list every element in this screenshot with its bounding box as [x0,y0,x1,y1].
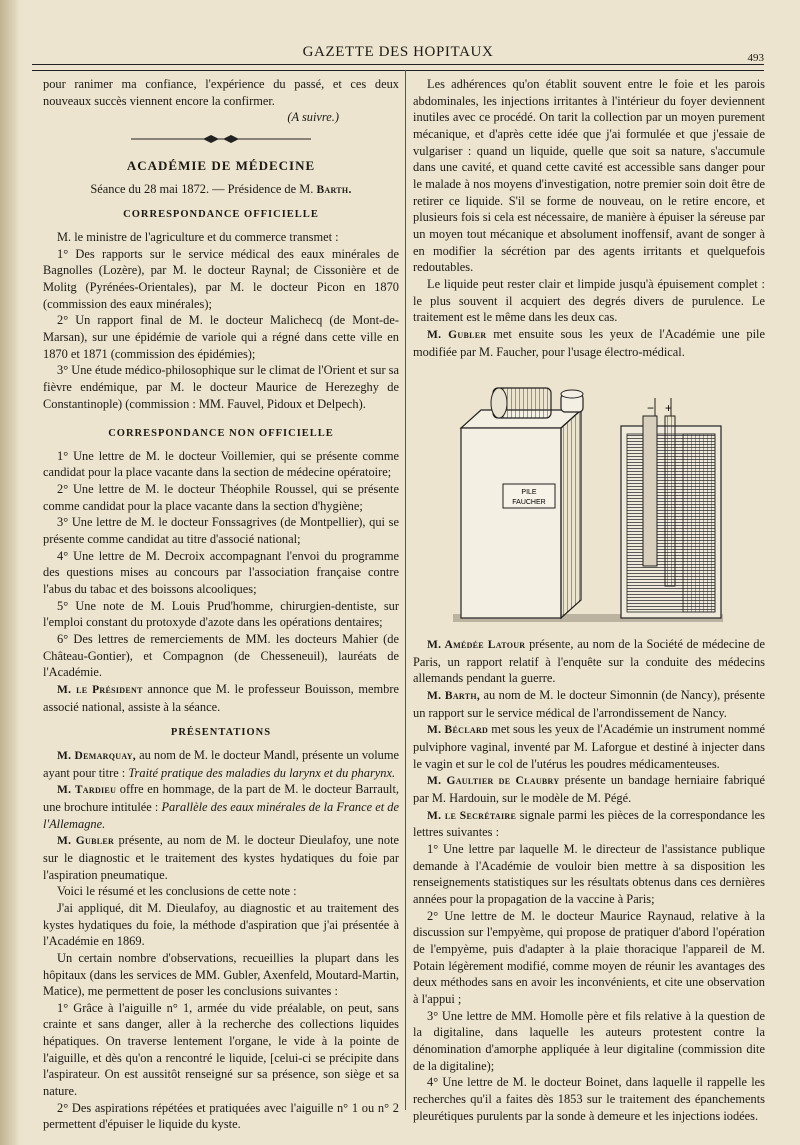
demarquay-paragraph [43,747,399,781]
intro-paragraph: pour ranimer ma confiance, l'expérience du passé, et ces deux nouveaux succès viennent encore la confirmer. [43,77,399,108]
left-column [43,76,399,1133]
figure-label-pile: PILE [521,489,537,497]
list-item: 1° Une lettre de M. le docteur Voillemier, qui se présente comme candidat pour la place vacante dans la section de médecine opératoire; [43,448,399,480]
summary-paragraph: J'ai appliqué, dit M. Dieulafoy, au diagnostic et au traitement des kystes hydatiques du foie, la méthode d'aspiration que j'ai présentée à l'Académie en 1869. [43,900,399,949]
speaker-name: M. Gubler [57,835,115,848]
summary-paragraph: Un certain nombre d'observations, recueillies la plupart dans les hôpitaux (dans les services de MM. Gubler, Axenfeld, Moutard-Martin, Matice), me permettent de poser les conclusions suivantes : [43,950,399,999]
summary-intro: Voici le résumé et les conclusions de cette note : [57,884,297,899]
list-item: 4° Une lettre de M. Decroix accompagnant l'envoi du programme des questions mises au concours par l'association française contre l'abus du tabac et des boissons alcooliques; [43,548,399,597]
list-item: 1° Une lettre par laquelle M. le directeur de l'assistance publique demande à l'Académie de vouloir bien mettre à sa disposition les renseignements statistiques sur les résultats obtenus dans ces dernières années pour la propagation de la vaccine à Paris; [413,842,765,906]
intro-signature: (A suivre.) [287,110,339,125]
speaker-name: M. Amédée Latour [427,639,526,652]
paragraph-text: met sous les yeux de l'Académie un instrument nommé pulviphore vaginal, inventé par M. Laforgue et destiné à injecter dans le vagin et sur le col de l'utérus les poudres médicamenteuses. [413,722,765,771]
list-item: 3° Une étude médico-philosophique sur le climat de l'Orient et sur sa fièvre endémique, par M. le docteur Maurice de Herezeghy de Constantinople) (commission : MM. Fauvel, Pidoux et Delpech). [43,363,399,411]
session-president: Barth. [316,183,352,196]
speaker-name: M. le Secrétaire [427,809,517,822]
list-item: M. le ministre de l'agriculture et du commerce transmet : [57,229,339,244]
list-item: 6° Des lettres de remerciements de MM. les docteurs Mahier (de Château-Gontier), et Compagnon (de Chesseneuil), lauréats de l'Académie. [43,632,399,680]
list-item: 3° Une lettre de MM. Homolle père et fils relative à la question de la digitaline, dans laquelle les auteurs protestent contre la dénomination d'amorphe appliquée à leur digitaline (commission dite de la digitaline); [413,1008,765,1073]
speaker-name: M. Gaultier de Claubry [427,775,560,788]
right-column [413,76,765,1124]
summary-paragraph: 2° Des aspirations répétées et pratiquées avec l'aiguille n° 1 ou n° 2 permettent d'épuiser le liquide du kyste. [43,1100,399,1132]
claubry-paragraph [413,772,765,806]
figure-plus-sign: + [665,401,673,416]
header-rule [32,64,764,71]
figure-minus-sign: − [647,401,655,416]
list-item: 4° Une lettre de M. le docteur Boinet, dans laquelle il rappelle les recherches qu'il a faites dès 1853 sur le traitement des épanchements pleurétiques purulents par la sonde à demeure et les injections iodées. [413,1075,765,1123]
president-paragraph [43,681,399,715]
beclard-paragraph [413,721,765,772]
figure-label-faucher: FAUCHER [512,499,546,507]
presentations-heading: PRÉSENTATIONS [170,727,272,739]
list-item: 2° Un rapport final de M. le docteur Malichecq (de Mont-de-Marsan), sur une épidémie de variole qui a régné dans cette ville en 1870 et 1871 (commission des épidémies); [43,313,399,361]
speaker-name: M. Gubler [427,328,487,341]
list-item: 5° Une note de M. Louis Prud'homme, chirurgien-dentiste, sur l'emploi constant du protoxyde d'azote dans les opérations dentaires; [43,598,399,630]
paragraph-text: présente un bandage herniaire fabriqué par M. Hardouin, sur le modèle de M. Pégé. [413,773,765,806]
secretaire-paragraph [413,807,765,841]
paragraph-text: au nom de M. le docteur Simonnin (de Nancy), présente un rapport sur le service médical de l'arrondissement de Nancy. [413,688,765,720]
brochure-title: Parallèle des eaux minérales de la France et de l'Allemagne. [43,799,399,831]
list-item: 2° Une lettre de M. le docteur Théophile Roussel, qui se présente comme candidat pour la place vacante dans la section d'hygiène; [43,482,399,513]
paragraph-text: signale parmi les pièces de la correspondance les lettres suivantes : [413,807,765,840]
gubler-paragraph [43,832,399,883]
session-line [43,181,399,199]
body-paragraph: Les adhérences qu'on établit souvent entre le foie et les parois abdominales, les injections irritantes à l'intérieur du foyer deviennent inutiles avec ce procédé. On tarit la collection par un moyen purement mécanique, et d'après cette idée que j'ai formulée et que j'essaie de vulgariser : quand un liquide, quelle que soit sa nature, s'accumule dans une cavité, et quand cette cavité est accessible sans danger pour le malade à nos moyens d'investigation, notre premier soin doit être de retirer ce liquide. S'il se forme de nouveau, on le retire encore, et plusieurs fois si cela est nécessaire, de manière à épuiser la séreuse par un moyen tout mécanique et absolument inoffensif, avant de songer à en modifier la sécrétion par des agents irritants et quelquefois redoutables. [413,77,765,275]
corr-nonofficial-heading: CORRESPONDANCE NON OFFICIELLE [108,428,334,440]
list-item: 2° Une lettre de M. le docteur Maurice Raynaud, relative à la discussion sur l'empyème, qui propose de pratiquer d'abord l'opération de l'empyème, puis d'adapter à la plaie thoracique l'appareil de M. Potain légèrement modifié, comme moyen de réunir les avantages des deux méthodes sans en avoir les inconvénients, et cite une observation à l'appui ; [413,908,765,1006]
paragraph-text: présente, au nom de M. le docteur Dieulafoy, une note sur le diagnostic et le traitement des kystes hydatiques du foie par l'aspiration pneumatique. [43,833,400,882]
summary-paragraph: 1° Grâce à l'aiguille n° 1, armée du vide préalable, on peut, sans crainte et sans danger, aller à la recherche des collections liquides hépatiques. On traverse lentement l'organe, le vide à la pointe de l'aiguille, et dès qu'on a rencontré le liquide, [celui-ci se précipite dans l'aspirateur. On est aussitôt renseigné sur sa présence, son siège et sa nature. [43,1000,399,1099]
speaker-name: M. Demarquay, [57,749,136,762]
corr-official-heading: CORRESPONDANCE OFFICIELLE [123,209,319,221]
body-paragraph: Le liquide peut rester clair et limpide jusqu'à épuisement complet : le plus souvent il acquiert des degrés divers de purulence. Le traitement est le même dans les deux cas. [413,276,765,325]
list-item: 3° Une lettre de M. le docteur Fonssagrives (de Montpellier), qui se présente comme candidat au titre d'associé national; [43,515,399,547]
paragraph-text: présente, au nom de la Société de médecine de Paris, un rapport relatif à l'enquête sur la conduite des médecins allemands pendant la guerre. [413,637,765,686]
speaker-name: M. Barth, [427,690,481,703]
list-item: 1° Des rapports sur le service médical des eaux minérales de Bagnolles (Lozère), par M. le docteur Raynal; de Cissonière et de Molitg (Pyrénées-Orientales), par M. le docteur Picon en 1870 (commission des eaux minérales); [43,246,399,311]
paragraph-text: annonce que M. le professeur Bouisson, membre associé national, assiste à la séance. [43,682,399,714]
pile-faucher-illustration [443,368,733,630]
page-number: 493 [747,52,764,64]
session-text: Séance du 28 mai 1872. — Présidence de M. [90,181,314,196]
paragraph-text: offre en hommage, de la part de M. le docteur Barrault, une brochure intitulée : [43,782,399,814]
tardieu-paragraph [43,781,399,832]
paragraph-text: met ensuite sous les yeux de l'Académie une pile modifiée par M. Faucher, pour l'usage électro-médical. [413,326,765,359]
academy-title: ACADÉMIE DE MÉDECINE [126,157,316,173]
latour-paragraph [413,636,765,687]
column-divider [405,70,406,1110]
speaker-name: M. Tardieu [57,784,117,797]
speaker-name: M. le Président [57,684,143,696]
book-title: Traité pratique des maladies du larynx et du pharynx. [128,765,396,780]
barth-paragraph [413,687,765,721]
gubler-pile-paragraph [413,326,765,360]
page-header [32,38,764,64]
ornament-divider [131,134,311,144]
paragraph-text: au nom de M. le docteur Mandl, présente un volume ayant pour titre : [43,747,400,780]
journal-title: GAZETTE DES HOPITAUX [302,44,494,60]
speaker-name: M. Béclard [427,724,489,737]
page-binding-edge [0,0,20,1145]
